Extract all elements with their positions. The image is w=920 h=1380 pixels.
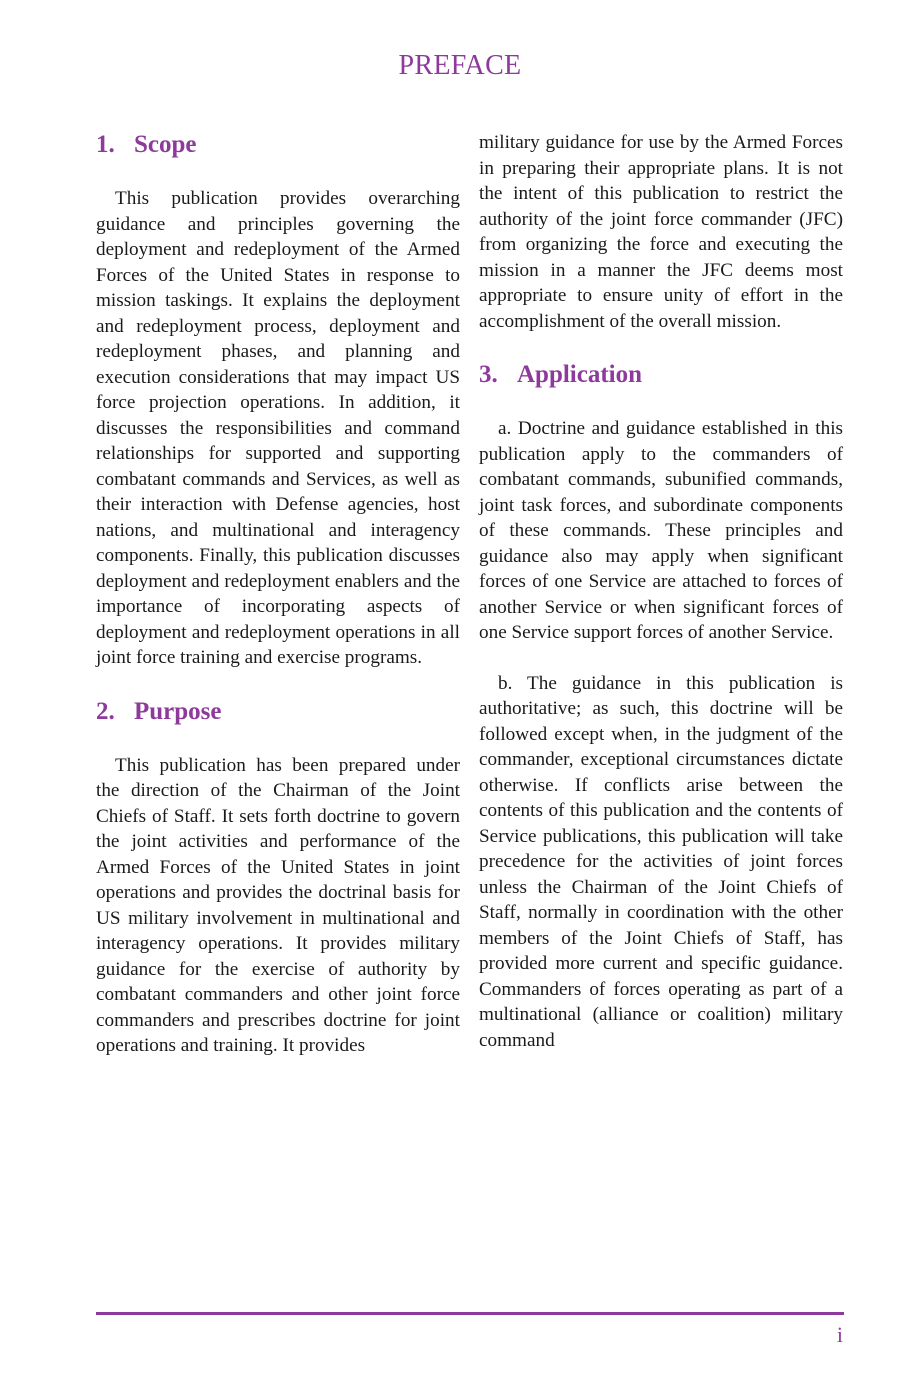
- section-title-application: Application: [517, 361, 643, 388]
- application-paragraph-a: a. Doctrine and guidance established in this publication apply to the commanders of combatant commands, subunified commands, joint task forces, and subordinate components of these commands. These principles and guidance also may apply when significant forces of one Service are attached to forces of another Service or when significant forces of one Service support forces of another Service.: [479, 418, 843, 643]
- purpose-paragraph-part1: This publication has been prepared under the direction of the Chairman of the Joint Chiefs of Staff. It sets forth doctrine to govern the joint activities and performance of the Armed Forces of the United States in joint operations and provides the doctrinal basis for US military involvement in multinational and interagency operations. It provides military guidance for the exercise of authority by combatant commanders and other joint force commanders and prescribes doctrine for joint operations and training. It provides: [96, 754, 460, 1056]
- section-title-scope: Scope: [134, 131, 197, 158]
- section-heading-purpose: [96, 697, 460, 727]
- left-column: [96, 130, 460, 1059]
- section-number-purpose: 2.: [96, 697, 115, 725]
- right-column: [479, 130, 843, 1053]
- purpose-paragraph-part2: military guidance for use by the Armed Forces in preparing their appropriate plans. It is not the intent of this publication to restrict the authority of the joint force commander (JFC) from organizing the force and executing the mission in a manner the JFC deems most appropriate to ensure unity of effort in the accomplishment of the overall mission.: [479, 132, 843, 332]
- page-title: PREFACE: [398, 50, 522, 81]
- section-heading-scope: [96, 130, 460, 160]
- section-title-purpose: Purpose: [134, 697, 222, 725]
- section-number-application: 3.: [479, 361, 498, 388]
- page-number: i: [836, 1322, 843, 1347]
- scope-paragraph: This publication provides overarching guidance and principles governing the deployment and redeployment of the Armed Forces of the United States in response to mission taskings. It explains the deployment and redeployment process, deployment and redeployment phases, and planning and execution considerations that may impact US force projection operations. In addition, it discusses the responsibilities and command relationships for supported and supporting combatant commands and Services, as well as their interaction with Defense agencies, host nations, and multinational and interagency components. Finally, this publication discusses deployment and redeployment enablers and the importance of incorporating aspects of deployment and redeployment operations in all joint force training and exercise programs.: [96, 188, 460, 668]
- footer-divider: [96, 1312, 844, 1315]
- application-paragraph-b: b. The guidance in this publication is authoritative; as such, this doctrine will be followed except when, in the judgment of the commander, exceptional circumstances dictate otherwise. If conflicts arise between the contents of this publication and the contents of Service publications, this publication will take precedence for the activities of joint forces unless the Chairman of the Joint Chiefs of Staff, normally in coordination with the other members of the Joint Chiefs of Staff, has provided more current and specific guidance. Commanders of forces operating as part of a multinational (alliance or coalition) military command: [479, 672, 843, 1051]
- section-heading-application: [479, 360, 843, 390]
- section-number-scope: 1.: [96, 131, 115, 158]
